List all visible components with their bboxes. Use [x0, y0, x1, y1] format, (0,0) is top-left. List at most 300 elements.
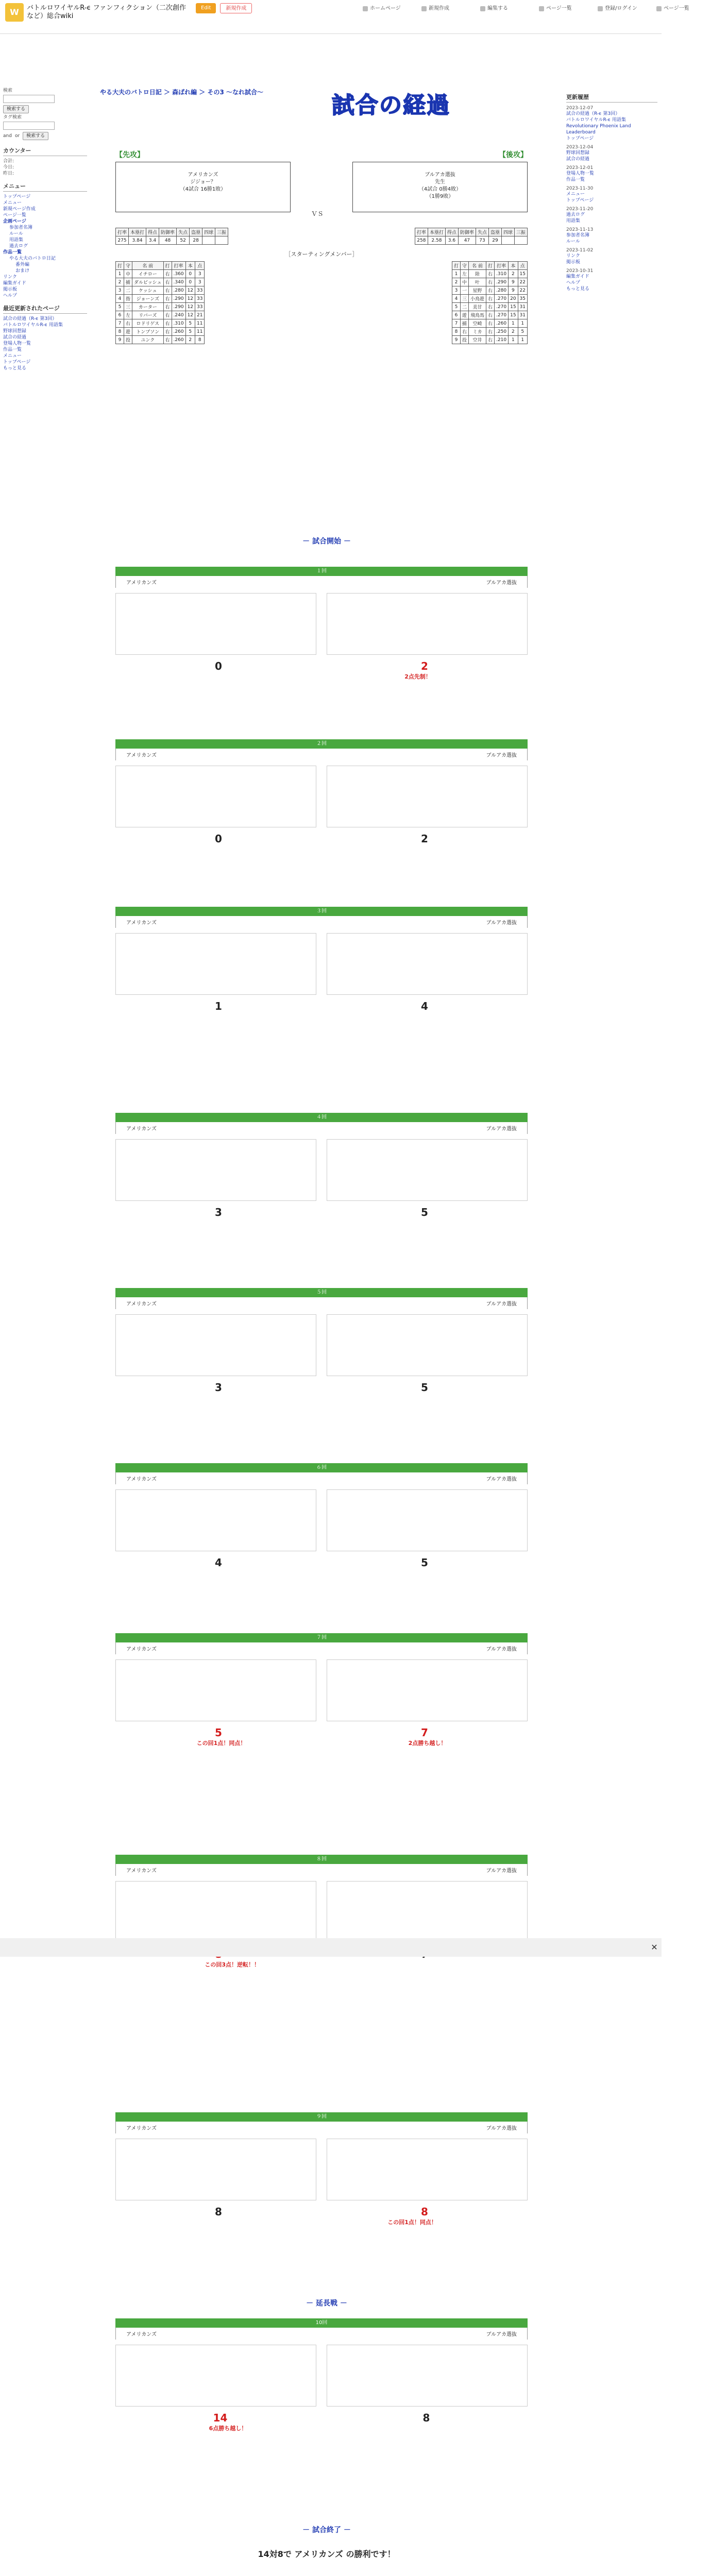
counter-total: 合計:: [3, 159, 14, 164]
left-sidebar: [0, 86, 90, 2576]
home-team: ブルアカ選抜: [486, 1126, 517, 1132]
cell: .260: [172, 336, 185, 344]
home-score: 5: [421, 1556, 428, 1569]
inning-label: ２回: [115, 739, 528, 749]
away-score: 3: [215, 1381, 222, 1394]
history-list: [566, 106, 657, 286]
menu-item[interactable]: ページ一覧: [3, 213, 26, 218]
history-link[interactable]: 試合の経過: [566, 157, 590, 162]
cell: 三: [124, 303, 132, 311]
inning-body: [115, 1309, 528, 1381]
cell: .290: [172, 295, 185, 303]
history-date: 2023-11-30: [566, 186, 594, 191]
away-score: 0: [215, 833, 222, 845]
cell: 9: [116, 336, 124, 344]
menu-item[interactable]: 企画ページ: [3, 219, 26, 224]
inning-body: [115, 928, 528, 1000]
cell: 31: [518, 311, 527, 319]
team-b-extra: （1勝9敗）: [426, 194, 454, 199]
recent-page-link[interactable]: 試合の経過: [3, 335, 27, 340]
menu-list: [3, 194, 87, 299]
recent-page-link[interactable]: 野球回想録: [3, 329, 27, 334]
menu-item[interactable]: 編集ガイド: [3, 281, 26, 286]
header-cell: 点: [518, 262, 527, 270]
history-link[interactable]: 参加者名簿: [566, 233, 590, 238]
inning-body: [115, 1654, 528, 1726]
cell: 二: [461, 303, 469, 311]
team-a-sub: ジジョー？: [190, 179, 216, 185]
inning-label: ４回: [115, 1113, 528, 1122]
bottom-half: [327, 1659, 528, 1721]
away-team: アメリカンズ: [126, 753, 157, 758]
top-half: [115, 1489, 316, 1551]
recent-page-link[interactable]: バトルロワイヤルR-ϵ 用語集: [3, 323, 63, 328]
history-link[interactable]: トップページ: [566, 136, 594, 141]
cell: ユンク: [132, 336, 163, 344]
cell: 4: [452, 295, 460, 303]
cell: 3: [452, 286, 460, 295]
inning-teams: [115, 1472, 528, 1484]
top-half: [115, 593, 316, 655]
home-team: ブルアカ選抜: [486, 1301, 517, 1307]
lineup-row: [116, 319, 205, 328]
team-a-record: （4試合 16勝1敗）: [180, 187, 226, 192]
header-cell: 得点: [146, 228, 159, 236]
cell: 指: [124, 295, 132, 303]
team-a-stats-table: [115, 228, 228, 245]
lineup-row: [452, 319, 527, 328]
inning-block: [115, 907, 528, 1012]
menu-item[interactable]: メニュー: [3, 200, 22, 206]
extra-heading: － 延長戦 －: [306, 2299, 347, 2308]
cell: 2: [452, 278, 460, 286]
cell: 4: [116, 295, 124, 303]
history-link[interactable]: 作品一覧: [566, 177, 585, 182]
inning-label: ７回: [115, 1633, 528, 1642]
top-nav-item[interactable]: 新規作成: [419, 3, 476, 24]
history-date: 2023-11-20: [566, 207, 594, 212]
away-team: アメリカンズ: [126, 2332, 157, 2337]
stats-row: [116, 236, 228, 245]
counter-yesterday: 昨日:: [3, 171, 14, 176]
cell: 遊: [124, 328, 132, 336]
inning-teams: [115, 749, 528, 760]
inning-scores: [115, 2412, 528, 2424]
site-logo[interactable]: W: [5, 3, 24, 22]
cell: ミカ: [469, 328, 486, 336]
cell: 3.4: [146, 236, 159, 245]
home-note: 2点勝ち越し！: [408, 1740, 447, 1747]
counter-today: 今日:: [3, 165, 14, 170]
counter-heading: カウンター: [3, 146, 87, 156]
inning-block: [115, 1463, 528, 1569]
history-date: 2023-10-31: [566, 268, 594, 274]
home-note: 2点先制！: [404, 673, 431, 680]
away-team: アメリカンズ: [126, 1477, 157, 1482]
vs-label: ＶＳ: [311, 210, 324, 217]
cell: .240: [172, 311, 185, 319]
header-cell: 打率: [495, 262, 509, 270]
cell: イチロー: [132, 270, 163, 278]
cell: 星野: [469, 286, 486, 295]
menu-item[interactable]: 掲示板: [3, 287, 18, 292]
menu-item[interactable]: 用語集: [9, 238, 24, 243]
tag-search-input[interactable]: [3, 122, 55, 130]
bottom-half: [327, 593, 528, 655]
inning-block: [115, 567, 528, 681]
cell: 12: [185, 295, 195, 303]
stats-row: [415, 236, 527, 245]
history-link[interactable]: ルール: [566, 239, 580, 244]
away-score: 3: [215, 1206, 222, 1218]
cell: 右: [461, 328, 469, 336]
inning-notes: [115, 1739, 528, 1747]
history-link[interactable]: 登場人物一覧: [566, 171, 595, 176]
cell: .270: [495, 303, 509, 311]
cell: 33: [195, 295, 205, 303]
cell: 1: [509, 319, 518, 328]
first-label: 【先攻】: [115, 151, 144, 159]
menu-item[interactable]: 新規ページ作成: [3, 207, 36, 212]
home-score: 5: [421, 1206, 428, 1218]
history-link[interactable]: 掲示板: [566, 260, 581, 265]
top-half: [115, 1881, 316, 1943]
cell: 7: [116, 319, 124, 328]
cell: 5: [185, 319, 195, 328]
history-link[interactable]: Revolutionary Phoenix Land Leaderboard: [566, 124, 631, 135]
cell: 22: [518, 286, 527, 295]
cell: 空崎: [469, 319, 486, 328]
header-cell: 守: [124, 262, 132, 270]
cell: 8: [452, 328, 460, 336]
cell: 右: [486, 278, 495, 286]
menu-item[interactable]: 作品一覧: [3, 250, 22, 255]
cell: 275: [116, 236, 129, 245]
inning-body: [115, 760, 528, 833]
lineup-row: [116, 311, 205, 319]
cell: トンプソン: [132, 328, 163, 336]
menu-item[interactable]: トップページ: [3, 194, 31, 199]
cell: 三: [461, 295, 469, 303]
recent-list: [3, 316, 87, 365]
history-link[interactable]: リンク: [566, 253, 580, 259]
inning-label: ８回: [115, 1855, 528, 1864]
cell: 12: [185, 286, 195, 295]
inning-block: [115, 2318, 528, 2432]
recent-page-link[interactable]: 試合の経過（R-ϵ 第3回）: [3, 316, 57, 321]
home-team: ブルアカ選抜: [486, 2332, 517, 2337]
cell: 空井: [469, 336, 486, 344]
header-cell: 打率: [172, 262, 185, 270]
new-page-button[interactable]: 新規作成: [220, 3, 252, 13]
search-input[interactable]: [3, 95, 55, 103]
cell: 右: [163, 303, 172, 311]
menu-item[interactable]: ヘルプ: [3, 293, 18, 298]
cell: 遊: [461, 311, 469, 319]
cell: 0: [185, 270, 195, 278]
inning-block: [115, 739, 528, 845]
team-a-box: [115, 162, 291, 212]
cell: カーター: [132, 303, 163, 311]
cell: 右: [163, 270, 172, 278]
menu-item[interactable]: 番外編: [15, 262, 30, 267]
close-icon[interactable]: ✕: [651, 1942, 658, 1952]
inning-body: [115, 2133, 528, 2206]
history-link[interactable]: 過去ログ: [566, 212, 585, 217]
cell: [501, 236, 514, 245]
header-cell: 本塁打: [428, 228, 445, 236]
cell: 右: [486, 336, 495, 344]
away-score: 5: [215, 1726, 222, 1739]
cell: 一: [461, 286, 469, 295]
or-option[interactable]: or: [14, 133, 20, 139]
history-link[interactable]: トップページ: [566, 198, 594, 203]
cell: 中: [461, 278, 469, 286]
recent-page-link[interactable]: トップページ: [3, 360, 31, 365]
search-button[interactable]: 検索する: [3, 105, 29, 113]
inning-label: 10回: [115, 2318, 528, 2328]
cell: 右: [486, 295, 495, 303]
inning-scores: [115, 1000, 528, 1012]
site-title[interactable]: バトルロワイヤルR-ϵ ファンフィクション（二次創作など）総合wiki: [27, 4, 186, 20]
header-cell: 守: [461, 262, 469, 270]
team-b-name: ブルアカ選抜: [425, 172, 455, 178]
cell: 15: [518, 270, 527, 278]
cell: [215, 236, 228, 245]
cell: 美甘: [469, 303, 486, 311]
main-content: [95, 21, 558, 2576]
recent-page-link[interactable]: 登場人物一覧: [3, 341, 31, 346]
recent-page-link[interactable]: 作品一覧: [3, 347, 22, 352]
bottom-half: [327, 2345, 528, 2406]
inning-block: [115, 1633, 528, 1747]
cell: 小鳥遊: [469, 295, 486, 303]
inning-teams: [115, 916, 528, 928]
and-option[interactable]: and: [3, 133, 12, 139]
header-row: [452, 262, 527, 270]
menu-item[interactable]: やる大夫のバトロ日記: [9, 256, 56, 261]
home-team: ブルアカ選抜: [486, 1647, 517, 1652]
menu-item[interactable]: リンク: [3, 275, 17, 280]
cell: 1: [509, 336, 518, 344]
inning-scores: [115, 833, 528, 845]
cell: 3.6: [445, 236, 458, 245]
cell: .360: [172, 270, 185, 278]
cell: 陸: [469, 270, 486, 278]
header-cell: 盗塁: [190, 228, 202, 236]
lineup-row: [116, 303, 205, 311]
lineup-row: [452, 328, 527, 336]
cell: 33: [195, 286, 205, 295]
tag-search-button[interactable]: 検索する: [23, 132, 48, 140]
history-link[interactable]: 野球回想録: [566, 150, 590, 156]
header-cell: 名 前: [469, 262, 486, 270]
away-team: アメリカンズ: [126, 920, 157, 926]
header-cell: 点: [195, 262, 205, 270]
cell: .280: [172, 286, 185, 295]
home-score: 8: [422, 2412, 430, 2424]
cell: 3: [195, 278, 205, 286]
header-cell: 防御率: [458, 228, 476, 236]
header-cell: 得点: [445, 228, 458, 236]
top-nav-item[interactable]: 編集する: [478, 3, 535, 24]
history-link[interactable]: 試合の経過（R-ϵ 第3回）: [566, 111, 620, 116]
cell: ケッシュ: [132, 286, 163, 295]
away-team: アメリカンズ: [126, 1301, 157, 1307]
cell: 右: [486, 311, 495, 319]
cell: 3: [116, 286, 124, 295]
inning-scores: [115, 2206, 528, 2218]
cell: .260: [172, 328, 185, 336]
team-headers: [115, 149, 528, 160]
lineup-row: [116, 336, 205, 344]
cell: 左: [124, 311, 132, 319]
inning-notes: [115, 672, 528, 681]
header-cell: 三振: [514, 228, 527, 236]
cell: 22: [518, 278, 527, 286]
cell: 3: [195, 270, 205, 278]
inning-teams: [115, 576, 528, 588]
menu-item[interactable]: 参加者名簿: [9, 225, 33, 230]
cell: 52: [177, 236, 190, 245]
history-link[interactable]: ヘルプ: [566, 280, 581, 285]
edit-button[interactable]: Edit: [196, 3, 216, 13]
cell: 0: [185, 278, 195, 286]
top-half: [115, 2345, 316, 2406]
header-row: [116, 228, 228, 236]
away-score: 14: [213, 2412, 228, 2424]
history-link[interactable]: メニュー: [566, 192, 585, 197]
ad-banner: [0, 1938, 662, 1957]
home-score: 4: [421, 1000, 428, 1012]
cell: ジョーンズ: [132, 295, 163, 303]
cell: 6: [452, 311, 460, 319]
header-row: [116, 262, 205, 270]
cell: 1: [116, 270, 124, 278]
recent-more-link[interactable]: もっと見る: [3, 366, 27, 371]
cell: 2: [509, 270, 518, 278]
inning-label: ６回: [115, 1463, 528, 1472]
home-note: この回1点！同点！: [387, 2219, 437, 2226]
cell: 31: [518, 303, 527, 311]
top-half: [115, 1314, 316, 1376]
page-title: 試合の経過: [332, 92, 450, 118]
header-cell: 盗塁: [488, 228, 501, 236]
cell: ダルビッシュ: [132, 278, 163, 286]
away-note: この回1点！同点！: [196, 1740, 246, 1747]
away-team: アメリカンズ: [126, 580, 157, 586]
lineup-row: [452, 336, 527, 344]
header-cell: 本: [509, 262, 518, 270]
header-cell: 本塁打: [129, 228, 146, 236]
cell: 5: [185, 328, 195, 336]
header-cell: 打: [452, 262, 460, 270]
inning-label: ３回: [115, 907, 528, 916]
recent-heading: 最近更新されたページ: [3, 304, 87, 314]
cell: .290: [495, 278, 509, 286]
inning-teams: [115, 1864, 528, 1876]
inning-teams: [115, 1122, 528, 1134]
history-link[interactable]: バトルロワイヤルR-ϵ 用語集: [566, 117, 626, 123]
top-nav-item[interactable]: 登録/ログイン: [596, 3, 652, 24]
search-label: 検索: [3, 88, 13, 93]
cell: ロドリゲス: [132, 319, 163, 328]
inning-block: [115, 1288, 528, 1394]
header-cell: 防御率: [159, 228, 177, 236]
menu-item[interactable]: ルール: [9, 231, 23, 236]
second-label: 【後攻】: [499, 151, 528, 159]
home-team: ブルアカ選抜: [486, 580, 517, 586]
top-nav-item[interactable]: ホームページ: [361, 3, 417, 24]
home-team: ブルアカ選抜: [486, 1477, 517, 1482]
cell: 1: [518, 336, 527, 344]
menu-heading: メニュー: [3, 182, 87, 192]
cell: 捕: [124, 278, 132, 286]
history-date: 2023-12-01: [566, 165, 594, 171]
cell: 20: [509, 295, 518, 303]
top-half: [115, 1659, 316, 1721]
inning-body: [115, 1484, 528, 1556]
top-nav-item[interactable]: ページ一覧: [537, 3, 594, 24]
history-link[interactable]: 編集ガイド: [566, 274, 589, 279]
cell: 9: [509, 278, 518, 286]
header-cell: 本: [185, 262, 195, 270]
history-date: 2023-12-04: [566, 145, 594, 150]
history-more-link[interactable]: もっと見る: [566, 286, 590, 292]
inning-label: ５回: [115, 1288, 528, 1297]
home-score: 2: [421, 660, 428, 672]
cell: 右: [163, 328, 172, 336]
breadcrumb[interactable]: やる大夫のバトロ日記 ＞ 森ばれ編 ＞ その3 〜なれ試合〜: [100, 89, 264, 96]
home-score: 5: [421, 1381, 428, 1394]
cell: 5: [518, 328, 527, 336]
header-cell: 打: [486, 262, 495, 270]
cell: 右: [163, 295, 172, 303]
cell: [514, 236, 527, 245]
lineup-row: [116, 286, 205, 295]
recent-page-link[interactable]: メニュー: [3, 353, 22, 359]
cell: 右: [486, 328, 495, 336]
cell: 11: [195, 319, 205, 328]
inning-block: [115, 2112, 528, 2226]
home-team: ブルアカ選抜: [486, 753, 517, 758]
lineup-a-table: [115, 261, 205, 344]
header-cell: 打: [163, 262, 172, 270]
lineup-section: [115, 149, 528, 344]
inning-body: [115, 588, 528, 660]
header-cell: 名 前: [132, 262, 163, 270]
inning-label: ９回: [115, 2112, 528, 2122]
inning-notes: [115, 1960, 528, 1969]
game-start-heading: － 試合開始 －: [302, 537, 351, 546]
menu-item[interactable]: 過去ログ: [9, 244, 28, 249]
history-link[interactable]: 用語集: [566, 218, 581, 224]
home-team: ブルアカ選抜: [486, 2126, 517, 2131]
menu-item[interactable]: おまけ: [15, 268, 30, 274]
cell: 左: [461, 270, 469, 278]
starters-heading: ［スターティングメンバー］: [285, 251, 358, 258]
top-nav-item[interactable]: ページ一覧: [654, 3, 711, 24]
cell: 73: [476, 236, 488, 245]
home-score: 8: [421, 2206, 428, 2218]
cell: 11: [195, 328, 205, 336]
cell: 右: [163, 286, 172, 295]
result-text: 14対8で アメリカンズ の勝利です！: [258, 2549, 396, 2559]
cell: 叶: [469, 278, 486, 286]
cell: 右: [486, 286, 495, 295]
cell: 7: [452, 319, 460, 328]
inning-teams: [115, 1642, 528, 1654]
